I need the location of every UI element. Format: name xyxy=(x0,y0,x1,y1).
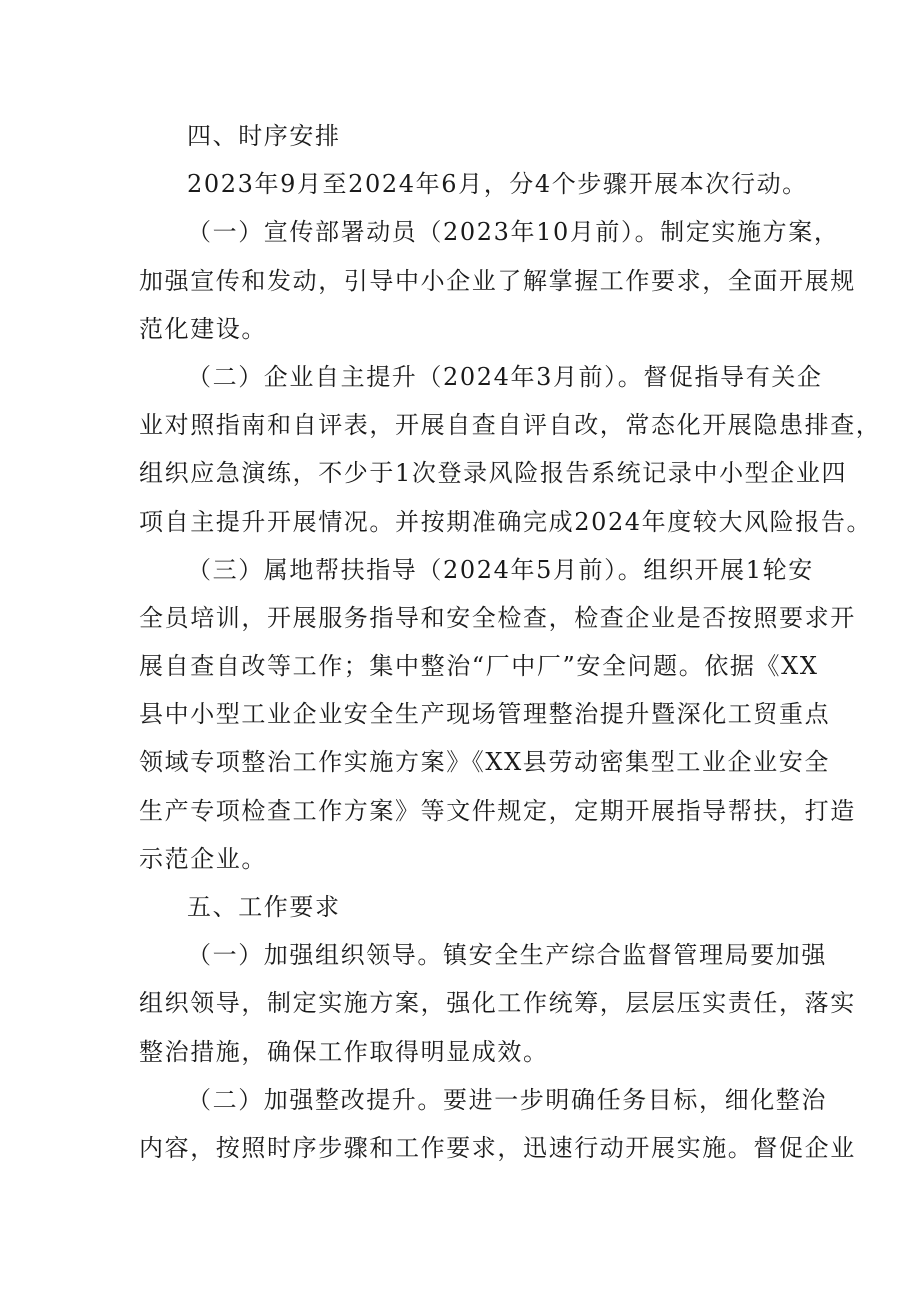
paragraph-line: 项自主提升开展情况。并按期准确完成2024年度较大风险报告。 xyxy=(139,507,873,536)
paragraph-line: （一）加强组织领导。镇安全生产综合监督管理局要加强 xyxy=(187,941,827,970)
paragraph-line: （二）加强整改提升。要进一步明确任务目标，细化整治 xyxy=(187,1085,827,1114)
paragraph-line: 加强宣传和发动，引导中小企业了解掌握工作要求，全面开展规 xyxy=(139,266,856,295)
section-heading-schedule: 四、时序安排 xyxy=(187,122,341,150)
paragraph-line: 范化建设。 xyxy=(139,314,267,343)
paragraph-line: 县中小型工业企业安全生产现场管理整治提升暨深化工贸重点 xyxy=(139,700,831,729)
paragraph-line: 组织应急演练，不少于1次登录风险报告系统记录中小型企业四 xyxy=(139,459,848,488)
paragraph-line: 展自查自改等工作；集中整治“厂中厂”安全问题。依据《XX xyxy=(139,652,819,681)
paragraph-line: （三）属地帮扶指导（2024年5月前）。组织开展1轮安 xyxy=(187,555,814,584)
section-heading-requirements: 五、工作要求 xyxy=(187,893,341,921)
paragraph-line: 全员培训，开展服务指导和安全检查，检查企业是否按照要求开 xyxy=(139,603,856,632)
document-body xyxy=(139,112,882,1172)
paragraph-line: 示范企业。 xyxy=(139,844,267,873)
paragraph-line: 业对照指南和自评表，开展自查自评自改，常态化开展隐患排查， xyxy=(139,411,882,440)
paragraph-line: 领域专项整治工作实施方案》《XX县劳动密集型工业企业安全 xyxy=(139,748,830,777)
paragraph-line: 整治措施，确保工作取得明显成效。 xyxy=(139,1037,549,1066)
paragraph-line: 组织领导，制定实施方案，强化工作统筹，层层压实责任，落实 xyxy=(139,989,856,1018)
paragraph-line: 内容，按照时序步骤和工作要求，迅速行动开展实施。督促企业 xyxy=(139,1133,856,1162)
paragraph-line: 2023年9月至2024年6月，分4个步骤开展本次行动。 xyxy=(187,170,808,199)
paragraph-line: 生产专项检查工作方案》等文件规定，定期开展指导帮扶，打造 xyxy=(139,796,856,825)
paragraph-line: （二）企业自主提升（2024年3月前）。督促指导有关企 xyxy=(187,362,823,391)
paragraph-line: （一）宣传部署动员（2023年10月前）。制定实施方案， xyxy=(187,218,840,247)
